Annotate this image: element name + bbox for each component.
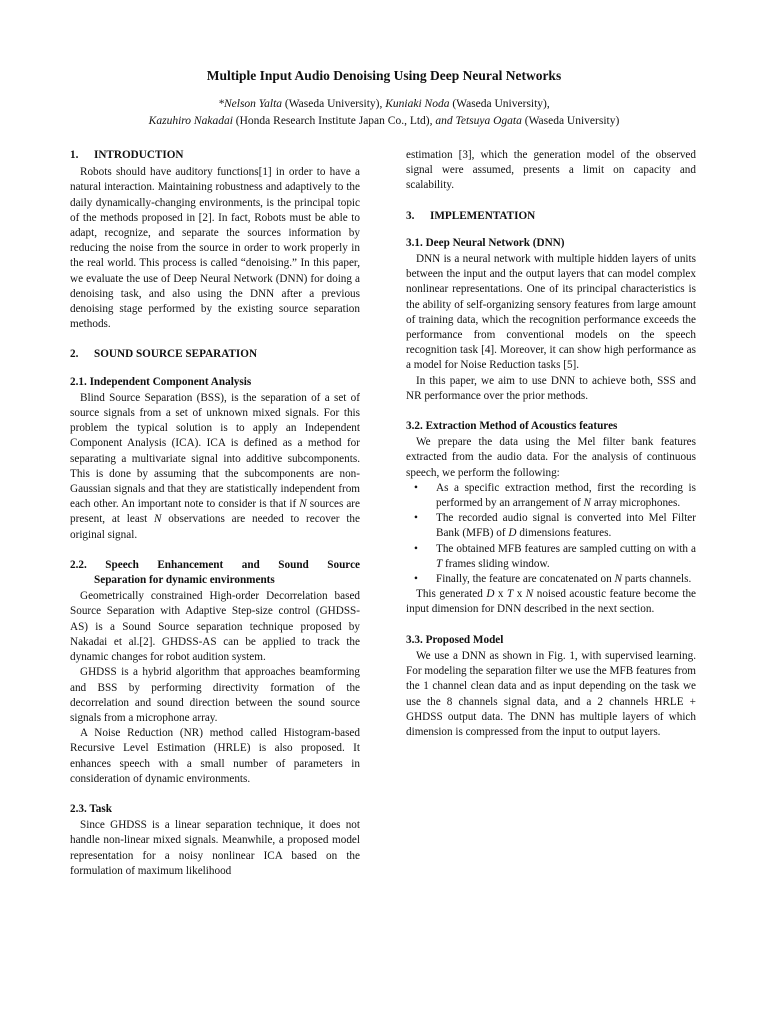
bullet-icon: • xyxy=(414,481,418,494)
author-text: (Waseda University), xyxy=(282,98,386,110)
subsection-heading: 3.3. Proposed Model xyxy=(406,633,504,646)
author-text: (Honda Research Institute Japan Co., Ltd) xyxy=(232,115,430,127)
list-item-text: Finally, the feature are concatenated on N parts channels. xyxy=(436,573,692,586)
section-heading xyxy=(406,209,696,224)
bullet-icon: • xyxy=(414,573,418,586)
bullet-icon: • xyxy=(414,542,418,555)
spacer xyxy=(70,787,360,802)
author-line-2 xyxy=(0,113,768,130)
section-number: 3. xyxy=(406,209,415,222)
paragraph: A Noise Reduction (NR) method called Histogram-based Recursive Level Estimation (HRLE) is also proposed. It enhances speech with a small number of parameters in consideration of dynamic environments. xyxy=(70,727,360,785)
paragraph: Geometrically constrained High-order Decorrelation based Source Separation with Adaptive Step-size control (GHDSS-AS) is a Sound Source separation technique proposed by Nakadai et al.[2]. GHDSS-AS can be applied to track the dynamic changes for robot audition system. xyxy=(70,590,360,664)
section-number: 1. xyxy=(70,149,79,161)
author-line-1 xyxy=(0,96,768,113)
right-column xyxy=(406,148,696,740)
paragraph: Blind Source Separation (BSS), is the separation of a set of source signals from a set of unknown mixed signals. For this problem the typical solution is to apply an Independent Component Analysis (ICA). ICA is defined as a method for separating a multivariate signal into additive subcomponents. This is done by assuming that the subcomponents are non-Gaussian signals and that they are statistically independent from each other. An important note to consider is that if N sources are present, at least N observations are needed to recover the original signal. xyxy=(70,391,360,541)
bullet-list xyxy=(406,481,696,587)
paragraph: Since GHDSS is a linear separation technique, it does not handle non-linear mixed signals. Meanwhile, a proposed model representation for a noisy nonlinear ICA based on the formulation of maximum likelihood xyxy=(70,819,360,877)
section-title: IMPLEMENTATION xyxy=(430,209,536,222)
list-item xyxy=(406,572,696,587)
list-item xyxy=(406,481,696,511)
author-text: , and Tetsuya Ogata xyxy=(429,115,522,127)
author-text: (Waseda University) xyxy=(521,115,620,127)
author-text: Kuniaki Noda xyxy=(385,98,450,110)
subsection-heading: 3.2. Extraction Method of Acoustics features xyxy=(406,420,618,433)
subsection-heading-line: 2.2. Speech Enhancement and Sound Source xyxy=(70,558,360,571)
paragraph: In this paper, we aim to use DNN to achieve both, SSS and NR performance over the prior methods. xyxy=(406,374,696,402)
paragraph: estimation [3], which the generation model of the observed signal were assumed, presents a limit on capacity and scalability. xyxy=(406,149,696,192)
author-text: (Waseda University), xyxy=(449,98,550,110)
paragraph: We prepare the data using the Mel filter bank features extracted from the audio data. For the analysis of continuous speech, we perform the following: xyxy=(406,436,696,479)
list-item xyxy=(406,542,696,572)
spacer xyxy=(406,404,696,419)
paper-title: Multiple Input Audio Denoising Using Deep Neural Networks xyxy=(206,68,562,83)
subsection-heading-line: Separation for dynamic environments xyxy=(94,574,275,587)
spacer xyxy=(406,226,696,236)
bullet-icon: • xyxy=(414,512,418,525)
author-text: Kazuhiro Nakadai xyxy=(148,115,233,127)
paragraph: Robots should have auditory functions[1] in order to have a natural interaction. Maintaining robustness and adaptively to the daily dynamically-changing environments, is the principal topic of the methods proposed in [2]. In fact, Robots must be able to adapt, recognize, and separate the sources information by reducing the noise from the source in order to work properly in the real world. This process is called “denoising.” In this paper, we evaluate the use of Deep Neural Network (DNN) for doing a denoising task, and also using the DNN after a previous denoising stage performed by the existing source separation methods. xyxy=(70,166,360,331)
section-title: INTRODUCTION xyxy=(94,149,184,161)
spacer xyxy=(70,365,360,375)
subsection-heading xyxy=(70,558,360,588)
spacer xyxy=(70,332,360,347)
list-item-text: The obtained MFB features are sampled cutting on with a T frames sliding window. xyxy=(436,542,696,570)
subsection-heading: 2.3. Task xyxy=(70,802,112,815)
author-block xyxy=(0,96,768,130)
spacer xyxy=(70,543,360,558)
subsection-heading: 3.1. Deep Neural Network (DNN) xyxy=(406,236,565,249)
spacer xyxy=(406,194,696,209)
spacer xyxy=(406,618,696,633)
paragraph: GHDSS is a hybrid algorithm that approaches beamforming and BSS by performing directivity formation of the decorrelation and sound direction between the sound source signals from a microphone array. xyxy=(70,666,360,724)
list-item-text: The recorded audio signal is converted into Mel Filter Bank (MFB) of D dimensions features. xyxy=(436,512,696,540)
author-text: *Nelson Yalta xyxy=(218,98,283,110)
paragraph: This generated D x T x N noised acoustic feature become the input dimension for DNN described in the next section. xyxy=(406,588,697,616)
section-heading xyxy=(70,347,360,362)
left-column xyxy=(70,148,360,879)
subsection-heading: 2.1. Independent Component Analysis xyxy=(70,375,252,388)
section-heading xyxy=(70,148,360,163)
paragraph: We use a DNN as shown in Fig. 1, with supervised learning. For modeling the separation filter we use the MFB features from the 1 channel clean data and as input depending on the task we use the 8 channels signal data, and a 2 channels HRLE + GHDSS output data. The DNN has multiple layers of which dimension is compressed from the input to output layers. xyxy=(406,649,696,738)
section-number: 2. xyxy=(70,348,79,361)
paragraph: DNN is a neural network with multiple hidden layers of units between the input and the output layers that can model complex nonlinear representations. One of its principal characteristics is the ability of self-organizing sensory features from large amount of training data, which the recognition performance exceeds the performance from conventional models on the speech recognition task [4]. Moreover, it can show high performance as a model for Noise Reduction tasks [5]. xyxy=(406,253,696,372)
list-item-text: As a specific extraction method, first the recording is performed by an arrangement of N array microphones. xyxy=(436,481,696,510)
section-title: SOUND SOURCE SEPARATION xyxy=(94,348,258,361)
list-item xyxy=(406,511,696,541)
